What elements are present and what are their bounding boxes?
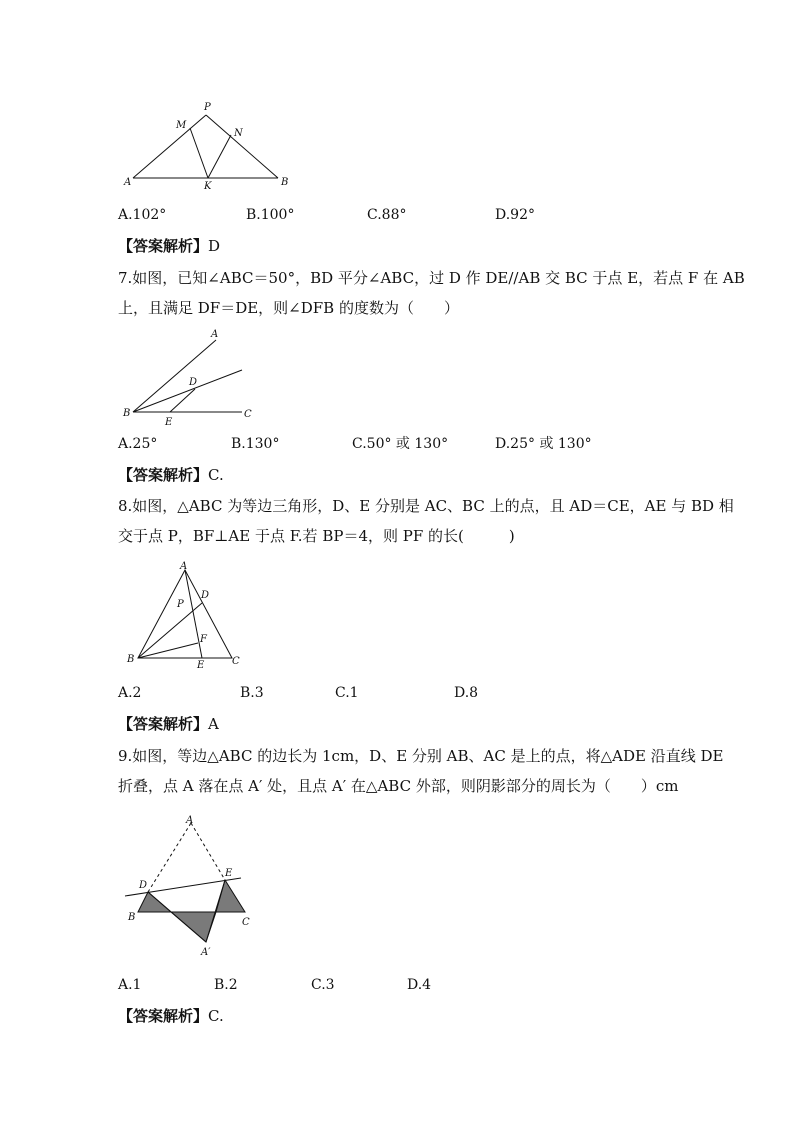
q7-option-d: D.25° 或 130°	[495, 436, 592, 452]
q7-figure	[118, 326, 268, 431]
q7-label-b: B	[123, 408, 131, 419]
q9-answer-label: 【答案解析】	[118, 1007, 209, 1025]
q6-label-a: A	[124, 177, 132, 188]
q8-label-f: F	[200, 634, 207, 645]
q7-label-a: A	[211, 329, 219, 340]
q8-option-a: A.2	[118, 685, 142, 701]
q6-label-p: P	[204, 102, 211, 113]
q6-figure	[118, 98, 298, 193]
q6-label-n: N	[234, 128, 243, 139]
q7-question-line2: 上，且满足 DF＝DE，则∠DFB 的度数为（ ）	[118, 299, 459, 317]
q8-figure	[118, 558, 248, 670]
q8-option-d: D.8	[454, 685, 479, 701]
q6-option-b: B.100°	[246, 207, 295, 223]
q9-label-a: A	[186, 815, 194, 826]
q7-option-c: C.50° 或 130°	[352, 436, 449, 452]
q9-label-d: D	[139, 880, 148, 891]
q6-option-a: A.102°	[118, 207, 167, 223]
q6-answer-value: D	[208, 237, 221, 255]
q7-option-a: A.25°	[118, 436, 158, 452]
q7-label-e: E	[165, 417, 173, 428]
q8-question-line2: 交于点 P，BF⊥AE 于点 F.若 BP＝4，则 PF 的长( )	[118, 527, 515, 545]
q8-label-d: D	[201, 590, 210, 601]
q9-option-c: C.3	[311, 977, 335, 993]
q9-figure	[118, 812, 263, 960]
q9-label-c: C	[242, 917, 250, 928]
q6-answer	[118, 236, 220, 256]
q8-option-b: B.3	[240, 685, 264, 701]
q9-label-b: B	[128, 912, 136, 923]
q9-answer	[118, 1006, 224, 1026]
q8-answer	[118, 714, 219, 734]
q7-answer-label: 【答案解析】	[118, 466, 209, 484]
q9-answer-value: C.	[208, 1007, 224, 1025]
q7-answer-value: C.	[208, 466, 224, 484]
q9-question-line1: 9.如图，等边△ABC 的边长为 1cm，D、E 分别 AB、AC 是上的点，将△ADE 沿直线 DE	[118, 747, 724, 765]
q8-question-line1: 8.如图，△ABC 为等边三角形，D、E 分别是 AC、BC 上的点，且 AD＝CE，AE 与 BD 相	[118, 497, 734, 515]
q6-label-k: K	[204, 181, 212, 192]
q6-label-m: M	[176, 120, 187, 131]
q7-question-line1: 7.如图，已知∠ABC＝50°，BD 平分∠ABC，过 D 作 DE//AB 交 BC 于点 E，若点 F 在 AB	[118, 269, 745, 287]
q8-answer-value: A	[208, 715, 219, 733]
q9-option-a: A.1	[118, 977, 142, 993]
q8-option-c: C.1	[335, 685, 359, 701]
q9-label-a-prime: A′	[201, 947, 211, 958]
q8-answer-label: 【答案解析】	[118, 715, 209, 733]
q6-option-c: C.88°	[367, 207, 407, 223]
q9-label-e: E	[225, 868, 233, 879]
q6-label-b: B	[281, 177, 289, 188]
q8-label-a: A	[180, 561, 188, 572]
q9-option-d: D.4	[407, 977, 432, 993]
q7-answer	[118, 465, 224, 485]
q6-option-d: D.92°	[495, 207, 535, 223]
q9-option-b: B.2	[214, 977, 238, 993]
q8-label-e: E	[197, 660, 205, 670]
q7-label-d: D	[189, 377, 198, 388]
q9-question-line2: 折叠，点 A 落在点 A′ 处，且点 A′ 在△ABC 外部，则阴影部分的周长为（ ）cm	[118, 777, 679, 795]
q6-answer-label: 【答案解析】	[118, 237, 209, 255]
q8-label-b: B	[127, 654, 135, 665]
q7-label-c: C	[244, 409, 252, 420]
q8-label-c: C	[232, 656, 240, 667]
q8-label-p: P	[177, 599, 184, 610]
q7-option-b: B.130°	[231, 436, 280, 452]
